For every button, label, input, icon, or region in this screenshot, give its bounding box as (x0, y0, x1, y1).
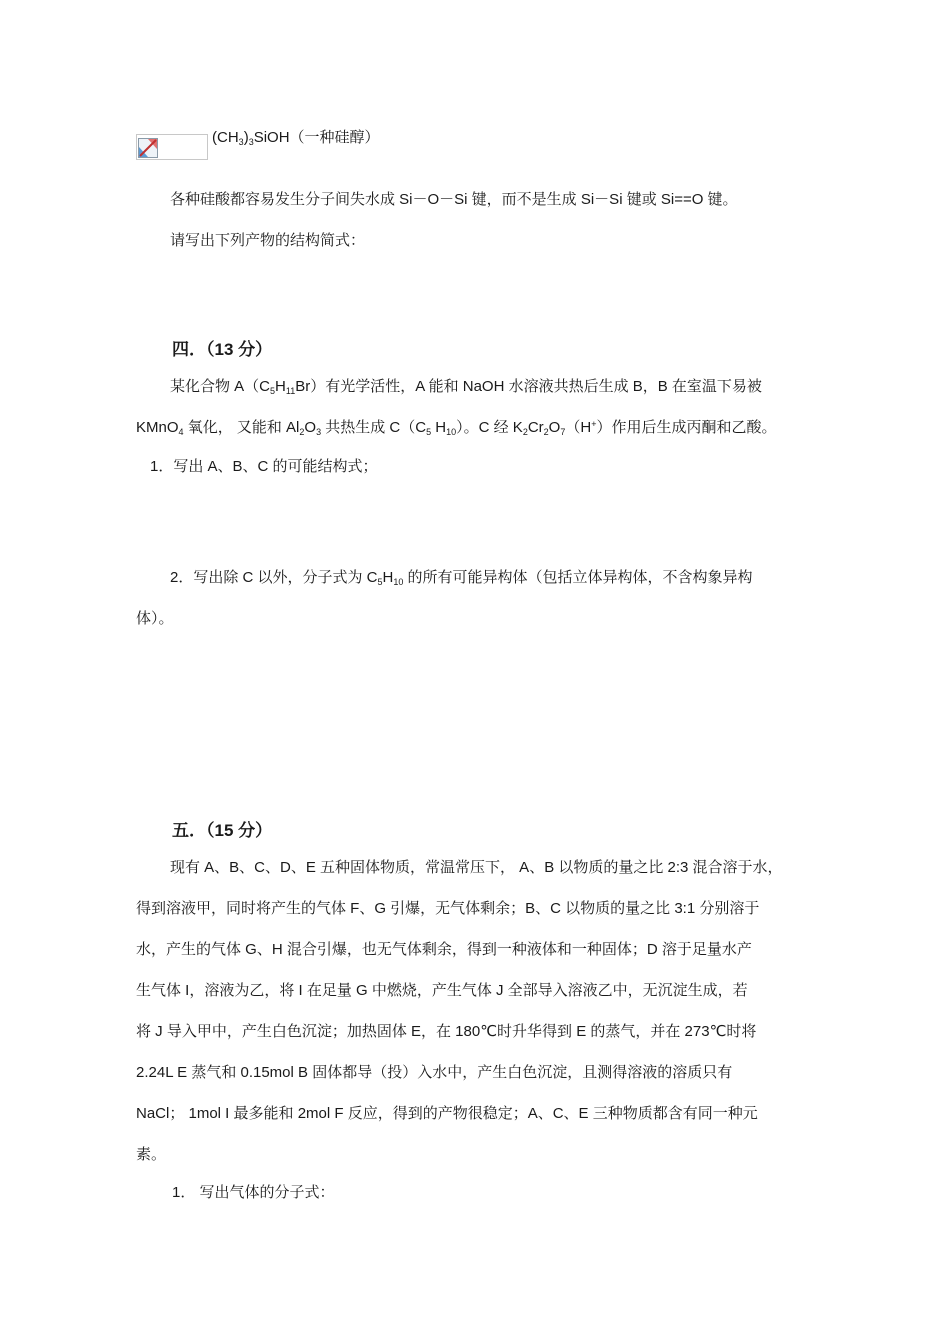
question-4-item-2-continued: 体）。 (136, 610, 174, 627)
question-5-line: NaCl； 1mol I 最多能和 2mol F 反应，得到的产物很稳定；A、C、E 三种物质都含有同一种元 (136, 1105, 758, 1122)
question-5-line: 现有 A、B、C、D、E 五种固体物质，常温常压下， A、B 以物质的量之比 2:3 混合溶于水， (170, 859, 783, 876)
question-5-line: 生气体 I，溶液为乙，将 I 在足量 G 中燃烧，产生气体 J 全部导入溶液乙中，无沉淀生成，若 (136, 982, 748, 999)
question-5-line: 水，产生的气体 G、H 混合引爆，也无气体剩余，得到一种液体和一种固体；D 溶于足量水产 (136, 941, 752, 958)
question-5-line: 2.24L E 蒸气和 0.15mol B 固体都导（投）入水中，产生白色沉淀，且测得溶液的溶质只有 (136, 1064, 733, 1081)
silicic-acid-paragraph: 各种硅酸都容易发生分子间失水成 Si－O－Si 键，而不是生成 Si－Si 键或 Si==O 键。 (170, 191, 738, 208)
broken-image-icon (138, 138, 158, 158)
question-5-line: 得到溶液甲，同时将产生的气体 F、G 引爆，无气体剩余；B、C 以物质的量之比 3:1 分别溶于 (136, 900, 760, 917)
question-4-item-2: 2．写出除 C 以外，分子式为 $C_5H_{10}$ 的所有可能异构体（包括立体异构体，不含构象异构 (170, 569, 753, 587)
structure-prompt: 请写出下列产物的结构简式： (170, 232, 366, 249)
question-4-line-2: KMnO$_4$ 氧化， 又能和 $Al_2O_3$ 共热生成 $C(C_5$ $H_{10}$）。C 经 $K_2Cr_2O_7(H^+)$作用后生成丙酮和乙酸。 (136, 419, 777, 437)
silanol-formula: $(CH_3)_3SiOH$（一种硅醇） (212, 129, 380, 147)
question-4-line-1: 某化合物 $A(C_5H_{11}Br)$有光学活性，A 能和 NaOH 水溶液共热后生成 B，B 在室温下易被 (170, 378, 762, 396)
question-5-line: 素。 (136, 1146, 167, 1163)
question-5-heading: 五．（15 分） (172, 821, 273, 840)
question-4-heading: 四．（13 分） (172, 340, 273, 359)
broken-image-placeholder (136, 134, 208, 160)
question-5-line: 将 J 导入甲中，产生白色沉淀；加热固体 E，在 180℃时升华得到 E 的蒸气，并在 273℃时将 (136, 1023, 757, 1040)
question-4-item-1: 1．写出 A、B、C 的可能结构式； (150, 458, 378, 475)
question-5-item-1: 1． 写出气体的分子式： (172, 1184, 335, 1201)
